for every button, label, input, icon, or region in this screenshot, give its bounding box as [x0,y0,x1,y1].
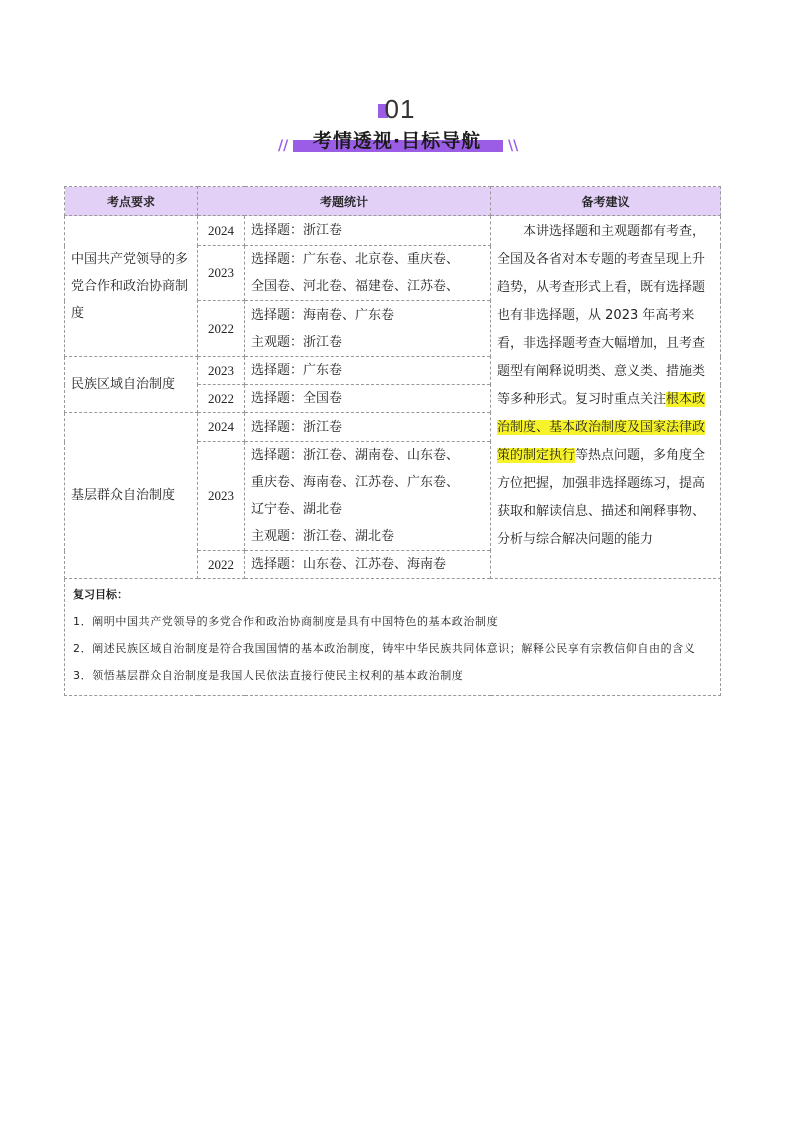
table-header-row [65,187,721,216]
goal-item: 2．阐述民族区域自治制度是符合我国国情的基本政治制度，铸牢中华民族共同体意识；解释公民享有宗教信仰自由的含义 [73,642,696,655]
exam-line: 选择题：山东卷、江苏卷、海南卷 [251,557,447,572]
advice-highlight: 根本政治制度、基本政治制度及国家法律政策的制定执行 [497,392,706,463]
review-goals [65,579,721,696]
goals-row [65,579,721,696]
year-cell: 2023 [198,246,245,301]
exam-cell [245,216,491,246]
goal-item: 3．领悟基层群众自治制度是我国人民依法直接行使民主权利的基本政治制度 [73,669,464,682]
goals-title: 复习目标： [73,588,128,601]
header-advice: 备考建议 [491,187,721,216]
exam-cell [245,413,491,442]
exam-cell [245,442,491,551]
exam-line: 选择题：浙江卷 [251,419,343,435]
advice-text [497,218,714,554]
exam-line: 选择题：全国卷 [251,391,343,406]
section-number: 01 [384,94,416,124]
exam-line: 主观题：浙江卷、湖北卷 [251,529,395,544]
section-header [0,0,794,170]
advice-text-after: 等热点问题，多角度全方位把握，加强非选择题练习，提高获取和解读信息、描述和阐释事物、分析与综合解决问题的能力 [497,448,706,547]
exam-line: 选择题：浙江卷 [251,223,343,238]
table-row [65,216,721,246]
header-stats: 考题统计 [198,187,491,216]
exam-line: 主观题：浙江卷 [251,334,343,350]
exam-cell [245,301,491,357]
topic-cell: 民族区域自治制度 [65,357,198,413]
exam-cell [245,385,491,413]
exam-line: 选择题：海南卷、广东卷 [251,307,395,323]
year-cell: 2022 [198,301,245,357]
slash-decoration-left: // [278,138,289,154]
exam-line: 重庆卷、海南卷、江苏卷、广东卷、 [251,475,460,490]
exam-cell [245,357,491,385]
exam-cell [245,551,491,579]
topic-cell: 中国共产党领导的多党合作和政治协商制度 [65,216,198,357]
goal-item: 1．阐明中国共产党领导的多党合作和政治协商制度是具有中国特色的基本政治制度 [73,615,499,628]
exam-line: 选择题：浙江卷、湖南卷、山东卷、 [251,448,460,463]
advice-text-before: 本讲选择题和主观题都有考查，全国及各省对本专题的考查呈现上升趋势，从考查形式上看，既有选择题也有非选择题，从 2023 年高考来看，非选择题考查大幅增加，且考查题型有阐释说明类、意义类、措施类等多种形式。复习时重点关注 [497,224,706,407]
exam-line: 全国卷、河北卷、福建卷、江苏卷、 [251,279,460,294]
exam-line: 选择题：广东卷 [251,363,343,378]
year-cell: 2022 [198,551,245,579]
header-topic: 考点要求 [65,187,198,216]
exam-line: 选择题：广东卷、北京卷、重庆卷、 [251,252,460,267]
slash-decoration-right: \\ [508,138,519,154]
year-cell: 2024 [198,413,245,442]
section-title: 考情透视·目标导航 [312,130,482,152]
year-cell: 2023 [198,442,245,551]
topic-cell: 基层群众自治制度 [65,413,198,579]
year-cell: 2023 [198,357,245,385]
exam-cell [245,246,491,301]
exam-overview-table [64,186,721,696]
year-cell: 2022 [198,385,245,413]
exam-line: 辽宁卷、湖北卷 [251,502,343,517]
advice-cell [491,216,721,579]
year-cell: 2024 [198,216,245,246]
